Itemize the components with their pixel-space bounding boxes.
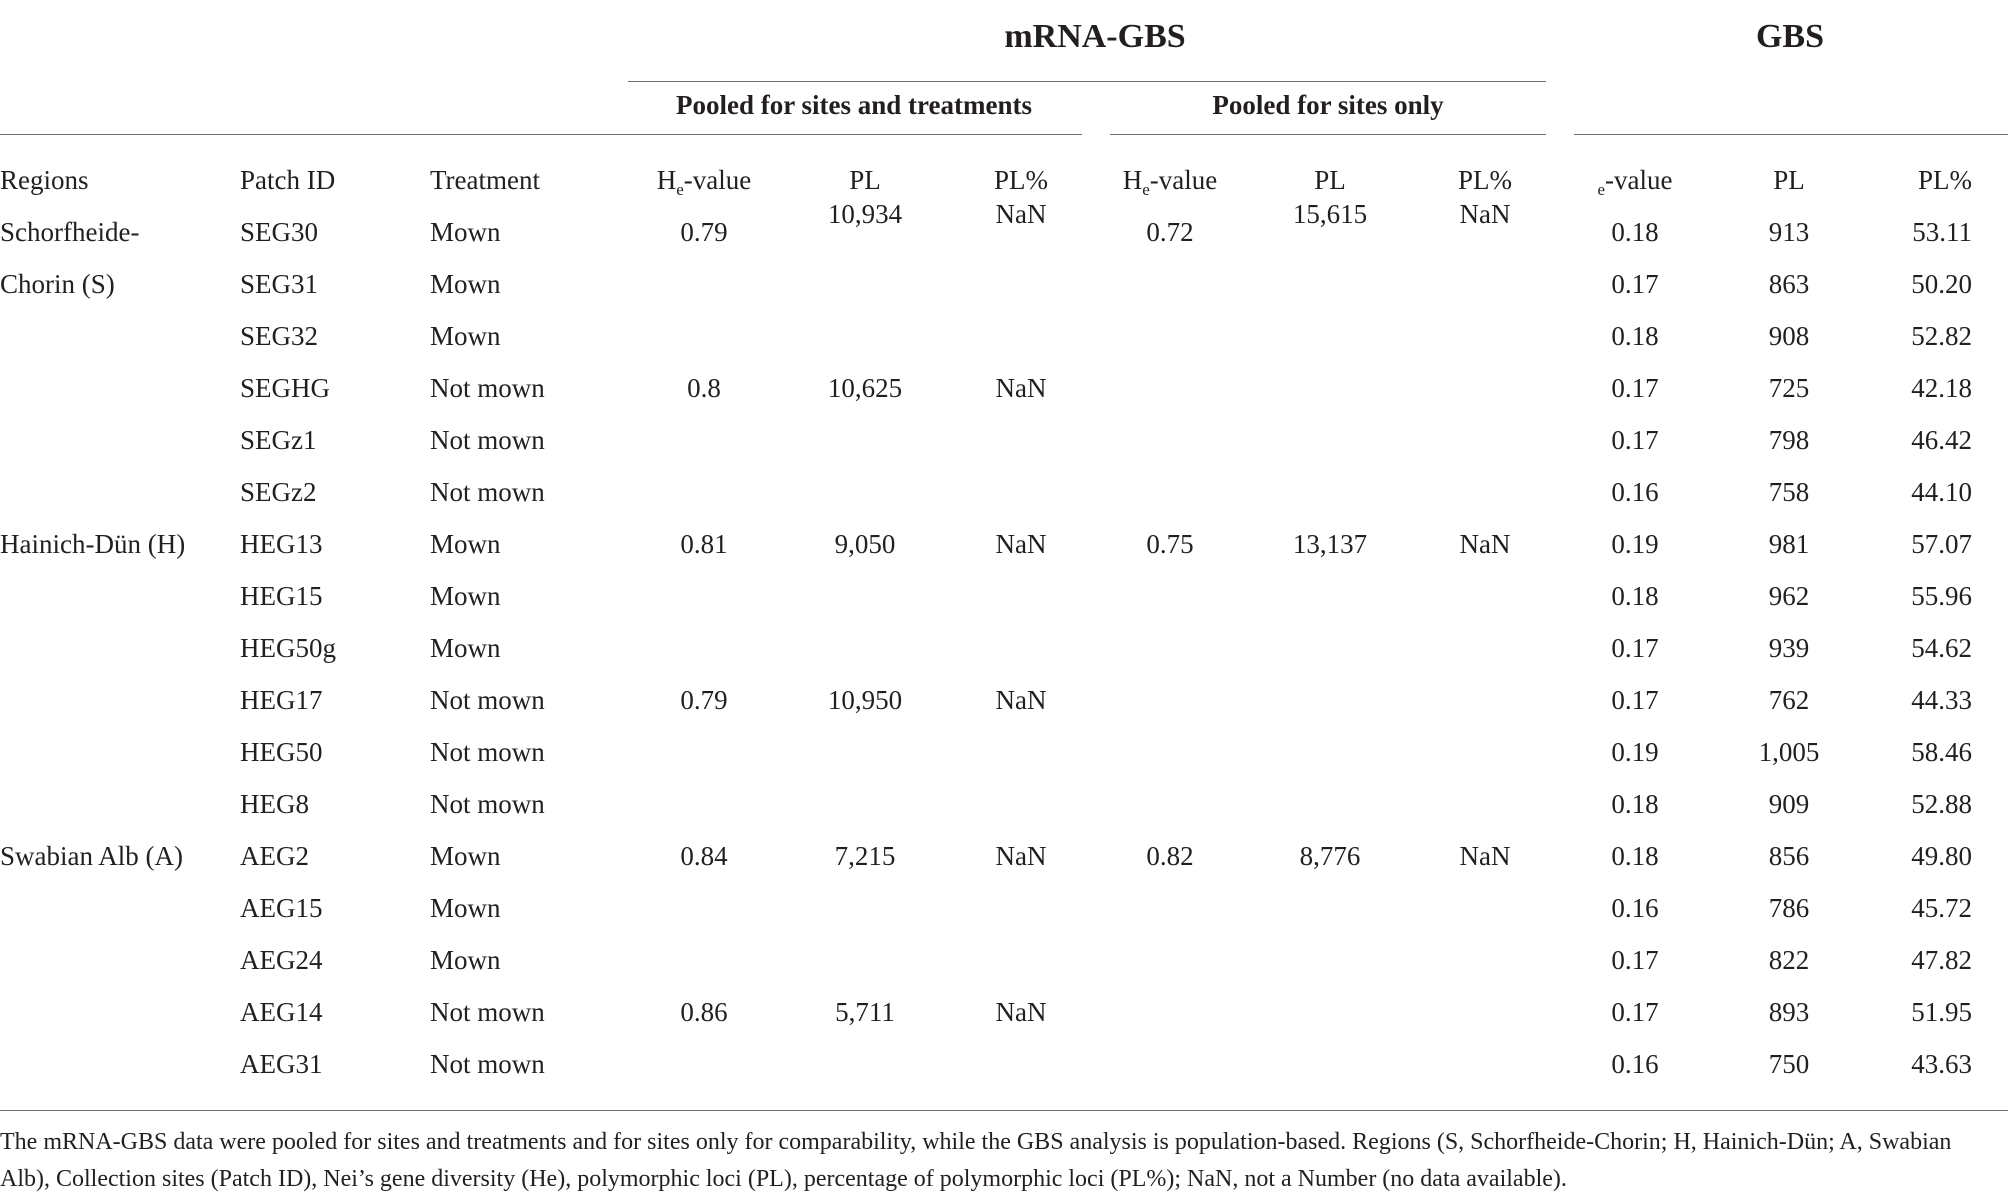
patch-id-cell: SEGHG (240, 373, 331, 403)
gbs-plpct-cell: 58.46 (1911, 737, 1972, 767)
gbs-plpct-cell: 42.18 (1911, 373, 1972, 403)
gbs-he-cell: 0.18 (1611, 581, 1659, 611)
col-head-pl-pct-1: PL% (994, 165, 1048, 195)
gbs-he-cell: 0.18 (1611, 789, 1659, 819)
treatment-cell: Mown (430, 893, 501, 923)
col-head-gbs-pl: PL (1773, 165, 1805, 195)
pooled-both-s-notmown-plpct: NaN (995, 373, 1047, 403)
table-footnote: The mRNA-GBS data were pooled for sites and treatments and for sites only for comparability, while the GBS analysis is population-based. Regions (S, Schorfheide-Chorin; H, Hainich-Dün; A, Swabian Alb), Collection sites (Patch ID), Nei’s gene diversity (He), polymorphic loci (PL), percentage of polymorphic loci (PL%); NaN, not a Number (no data available). (0, 1129, 1952, 1192)
region-label-hainich: Hainich-Dün (H) (0, 529, 186, 559)
gbs-plpct-cell: 50.20 (1911, 269, 1972, 299)
treatment-cell: Mown (430, 945, 501, 975)
patch-id-cell: HEG8 (240, 789, 309, 819)
gbs-plpct-cell: 43.63 (1911, 1049, 1972, 1079)
region-label-schorfheide-line1: Schorfheide- (0, 217, 140, 247)
col-head-pl-2: PL (1314, 165, 1346, 195)
patch-id-cell: SEG30 (240, 217, 319, 247)
sub-title-pooled-sites-treatments: Pooled for sites and treatments (676, 90, 1032, 120)
gbs-pl-cell: 962 (1768, 581, 1810, 611)
gbs-he-cell: 0.17 (1611, 633, 1659, 663)
group-title-gbs: GBS (1755, 18, 1825, 55)
gbs-pl-cell: 863 (1768, 269, 1810, 299)
pooled-both-h-mown-plpct: NaN (995, 529, 1047, 559)
table-bottom-rule (0, 1110, 2008, 1111)
gbs-he-cell: 0.17 (1611, 997, 1659, 1027)
pooled-both-a-notmown-plpct: NaN (995, 997, 1047, 1027)
patch-id-cell: AEG15 (240, 893, 323, 923)
region-label-swabian: Swabian Alb (A) (0, 841, 183, 871)
col-head-gbs-he-value: $_e$-value (1597, 165, 1673, 199)
gbs-plpct-cell: 51.95 (1911, 997, 1972, 1027)
treatment-cell: Not mown (430, 685, 545, 715)
patch-id-cell: AEG14 (240, 997, 323, 1027)
pooled-both-s-mown-plpct: NaN (995, 199, 1047, 229)
sub-title-pooled-sites-only: Pooled for sites only (1212, 90, 1444, 120)
pooled-sites-h-pl: 13,137 (1292, 529, 1368, 559)
gbs-pl-cell: 786 (1768, 893, 1810, 923)
gbs-he-cell: 0.16 (1611, 893, 1659, 923)
treatment-cell: Mown (430, 581, 501, 611)
treatment-cell: Mown (430, 269, 501, 299)
pooled-sites-s-plpct: NaN (1459, 199, 1511, 229)
patch-id-cell: SEG32 (240, 321, 319, 351)
treatment-cell: Not mown (430, 1049, 545, 1079)
gbs-pl-cell: 758 (1768, 477, 1810, 507)
gbs-pl-cell: 913 (1768, 217, 1810, 247)
col-head-regions: Regions (0, 165, 89, 195)
rule-left-block (0, 134, 1082, 135)
gbs-pl-cell: 822 (1768, 945, 1810, 975)
treatment-cell: Not mown (430, 425, 545, 455)
rule-gbs (1574, 134, 2008, 135)
region-label-schorfheide-line2: Chorin (S) (0, 269, 115, 299)
pooled-both-h-notmown-pl: 10,950 (827, 685, 903, 715)
treatment-cell: Not mown (430, 789, 545, 819)
pooled-both-a-mown-pl: 7,215 (834, 841, 896, 871)
pooled-both-h-mown-pl: 9,050 (834, 529, 896, 559)
gbs-pl-cell: 893 (1768, 997, 1810, 1027)
col-head-he-value-1: $H_e$-value (656, 165, 752, 199)
rule-pooled-sites (1110, 134, 1546, 135)
pooled-both-s-mown-pl: 10,934 (827, 199, 903, 229)
gbs-plpct-cell: 46.42 (1911, 425, 1972, 455)
treatment-cell: Mown (430, 529, 501, 559)
pooled-sites-a-he: 0.82 (1146, 841, 1194, 871)
gbs-he-cell: 0.17 (1611, 269, 1659, 299)
gbs-plpct-cell: 53.11 (1912, 217, 1972, 247)
pooled-both-s-notmown-pl: 10,625 (827, 373, 903, 403)
pooled-both-s-mown-he: 0.79 (680, 217, 728, 247)
gbs-plpct-cell: 52.88 (1911, 789, 1972, 819)
patch-id-cell: AEG24 (240, 945, 323, 975)
col-head-pl-pct-2: PL% (1458, 165, 1512, 195)
patch-id-cell: AEG2 (240, 841, 309, 871)
patch-id-cell: SEG31 (240, 269, 319, 299)
gbs-pl-cell: 908 (1768, 321, 1810, 351)
pooled-sites-s-pl: 15,615 (1292, 199, 1368, 229)
col-head-patch-id: Patch ID (240, 165, 336, 195)
gbs-he-cell: 0.17 (1611, 685, 1659, 715)
treatment-cell: Not mown (430, 997, 545, 1027)
patch-id-cell: HEG50g (240, 633, 336, 663)
patch-id-cell: HEG13 (240, 529, 323, 559)
pooled-sites-a-plpct: NaN (1459, 841, 1511, 871)
pooled-both-a-notmown-pl: 5,711 (835, 997, 895, 1027)
treatment-cell: Not mown (430, 737, 545, 767)
col-head-pl-1: PL (849, 165, 881, 195)
gbs-plpct-cell: 44.10 (1911, 477, 1972, 507)
group-title-mrna-gbs: mRNA-GBS (1004, 18, 1186, 55)
gbs-pl-cell: 798 (1768, 425, 1810, 455)
gbs-pl-cell: 1,005 (1758, 737, 1820, 767)
treatment-cell: Mown (430, 633, 501, 663)
patch-id-cell: SEGz2 (240, 477, 317, 507)
pooled-both-s-notmown-he: 0.8 (687, 373, 721, 403)
pooled-sites-s-he: 0.72 (1146, 217, 1194, 247)
gbs-plpct-cell: 55.96 (1911, 581, 1972, 611)
pooled-both-h-notmown-plpct: NaN (995, 685, 1047, 715)
pooled-both-a-notmown-he: 0.86 (680, 997, 728, 1027)
pooled-sites-a-pl: 8,776 (1299, 841, 1361, 871)
gbs-he-cell: 0.19 (1611, 529, 1659, 559)
patch-id-cell: HEG15 (240, 581, 323, 611)
gbs-pl-cell: 856 (1768, 841, 1810, 871)
gbs-pl-cell: 939 (1768, 633, 1810, 663)
patch-id-cell: HEG17 (240, 685, 323, 715)
treatment-cell: Not mown (430, 477, 545, 507)
pooled-sites-h-plpct: NaN (1459, 529, 1511, 559)
patch-id-cell: SEGz1 (240, 425, 317, 455)
pooled-both-h-notmown-he: 0.79 (680, 685, 728, 715)
gbs-pl-cell: 909 (1768, 789, 1810, 819)
gbs-he-cell: 0.18 (1611, 841, 1659, 871)
gbs-plpct-cell: 44.33 (1911, 685, 1972, 715)
treatment-cell: Mown (430, 841, 501, 871)
treatment-cell: Mown (430, 217, 501, 247)
treatment-cell: Mown (430, 321, 501, 351)
pooled-both-h-mown-he: 0.81 (680, 529, 728, 559)
patch-id-cell: AEG31 (240, 1049, 323, 1079)
gbs-he-cell: 0.18 (1611, 217, 1659, 247)
gbs-plpct-cell: 52.82 (1911, 321, 1972, 351)
gbs-he-cell: 0.18 (1611, 321, 1659, 351)
patch-id-cell: HEG50 (240, 737, 323, 767)
gbs-plpct-cell: 57.07 (1911, 529, 1972, 559)
pooled-both-a-mown-he: 0.84 (680, 841, 728, 871)
pooled-sites-h-he: 0.75 (1146, 529, 1194, 559)
gbs-plpct-cell: 49.80 (1911, 841, 1972, 871)
gbs-plpct-cell: 45.72 (1911, 893, 1972, 923)
col-head-gbs-pl-pct: PL% (1918, 165, 1972, 195)
gbs-he-cell: 0.16 (1611, 1049, 1659, 1079)
gbs-he-cell: 0.17 (1611, 945, 1659, 975)
treatment-cell: Not mown (430, 373, 545, 403)
gbs-pl-cell: 725 (1768, 373, 1810, 403)
gbs-he-cell: 0.17 (1611, 425, 1659, 455)
pooled-both-a-mown-plpct: NaN (995, 841, 1047, 871)
gbs-pl-cell: 750 (1768, 1049, 1810, 1079)
gbs-plpct-cell: 54.62 (1911, 633, 1972, 663)
gbs-he-cell: 0.17 (1611, 373, 1659, 403)
col-head-he-value-2: $H_e$-value (1122, 165, 1218, 199)
group-rule-mrna-gbs (628, 81, 1546, 82)
gbs-pl-cell: 981 (1768, 529, 1810, 559)
col-head-treatment: Treatment (430, 165, 540, 195)
gbs-pl-cell: 762 (1768, 685, 1810, 715)
gbs-he-cell: 0.16 (1611, 477, 1659, 507)
gbs-plpct-cell: 47.82 (1911, 945, 1972, 975)
gbs-he-cell: 0.19 (1611, 737, 1659, 767)
